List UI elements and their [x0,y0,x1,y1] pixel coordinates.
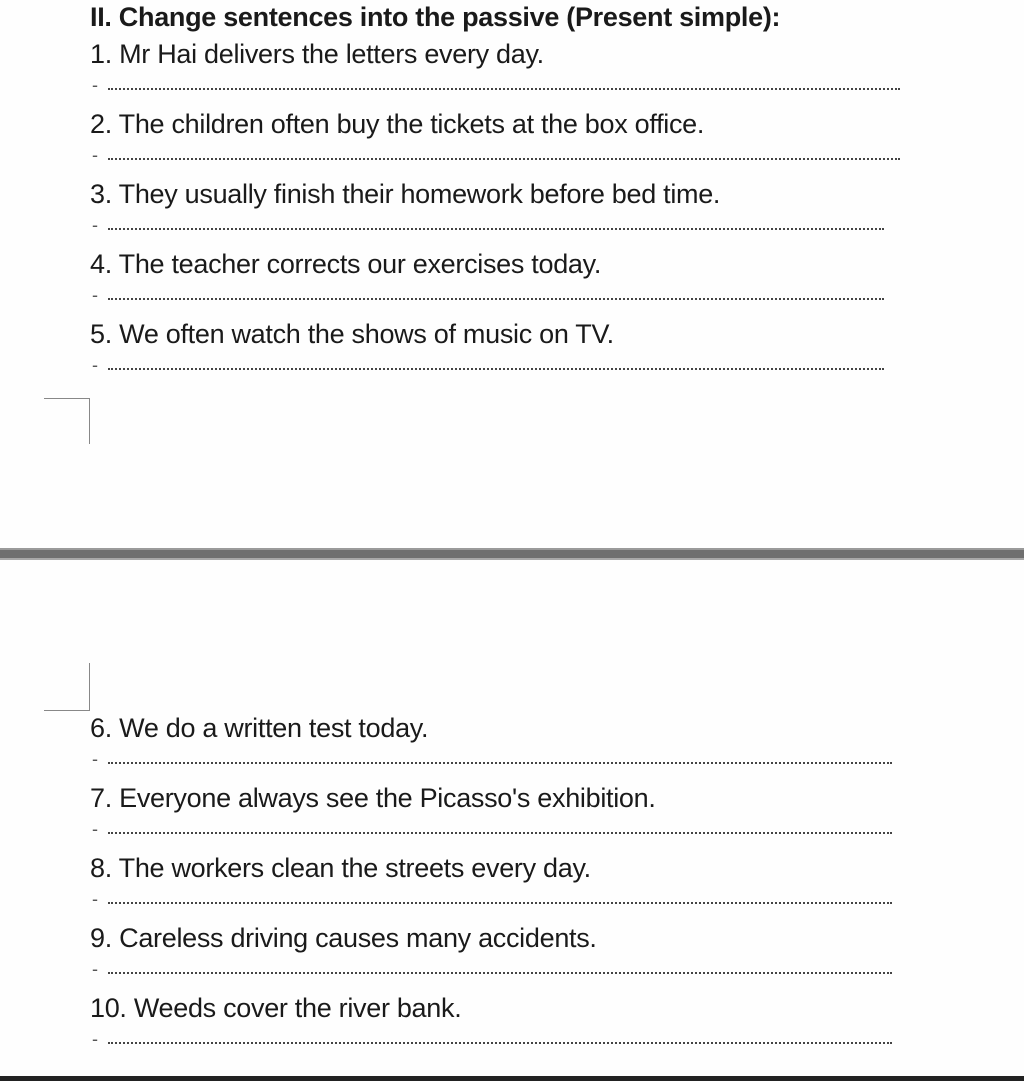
question-text: 10. Weeds cover the river bank. [90,993,462,1023]
answer-dash: - [92,215,98,235]
answer-line[interactable] [108,972,892,974]
question-6 [90,712,910,782]
answer-line[interactable] [108,902,892,904]
document-page-2 [0,560,1024,1081]
question-8 [90,852,910,922]
question-4 [90,248,910,318]
answer-dash: - [92,355,98,375]
question-text: 6. We do a written test today. [90,713,429,743]
answer-line[interactable] [108,368,884,370]
bottom-border [0,1076,1024,1081]
margin-crop-mark [44,398,90,444]
question-text: 8. The workers clean the streets every day. [90,853,591,883]
page-separator [0,548,1024,560]
question-10 [90,992,910,1062]
answer-dash: - [92,75,98,95]
margin-crop-mark [44,663,90,711]
answer-line[interactable] [108,832,892,834]
question-text: 9. Careless driving causes many accidents. [90,923,597,953]
question-text: 5. We often watch the shows of music on TV. [90,319,614,349]
answer-dash: - [92,145,98,165]
question-3 [90,178,910,248]
question-1 [90,38,910,108]
answer-line[interactable] [108,762,892,764]
answer-line[interactable] [108,88,900,90]
question-text: 2. The children often buy the tickets at the box office. [90,109,705,139]
answer-line[interactable] [108,228,884,230]
question-text: 7. Everyone always see the Picasso's exhibition. [90,783,656,813]
answer-dash: - [92,959,98,979]
answer-dash: - [92,889,98,909]
answer-dash: - [92,819,98,839]
question-7 [90,782,910,852]
question-text: 1. Mr Hai delivers the letters every day. [90,39,544,69]
answer-line[interactable] [108,158,900,160]
answer-line[interactable] [108,298,884,300]
question-2 [90,108,910,178]
exercise-heading: II. Change sentences into the passive (Present simple): [90,2,781,32]
question-5 [90,318,910,388]
question-text: 3. They usually finish their homework before bed time. [90,179,721,209]
answer-dash: - [92,1029,98,1049]
question-text: 4. The teacher corrects our exercises today. [90,249,602,279]
answer-line[interactable] [108,1042,892,1044]
answer-dash: - [92,749,98,769]
question-9 [90,922,910,992]
answer-dash: - [92,285,98,305]
